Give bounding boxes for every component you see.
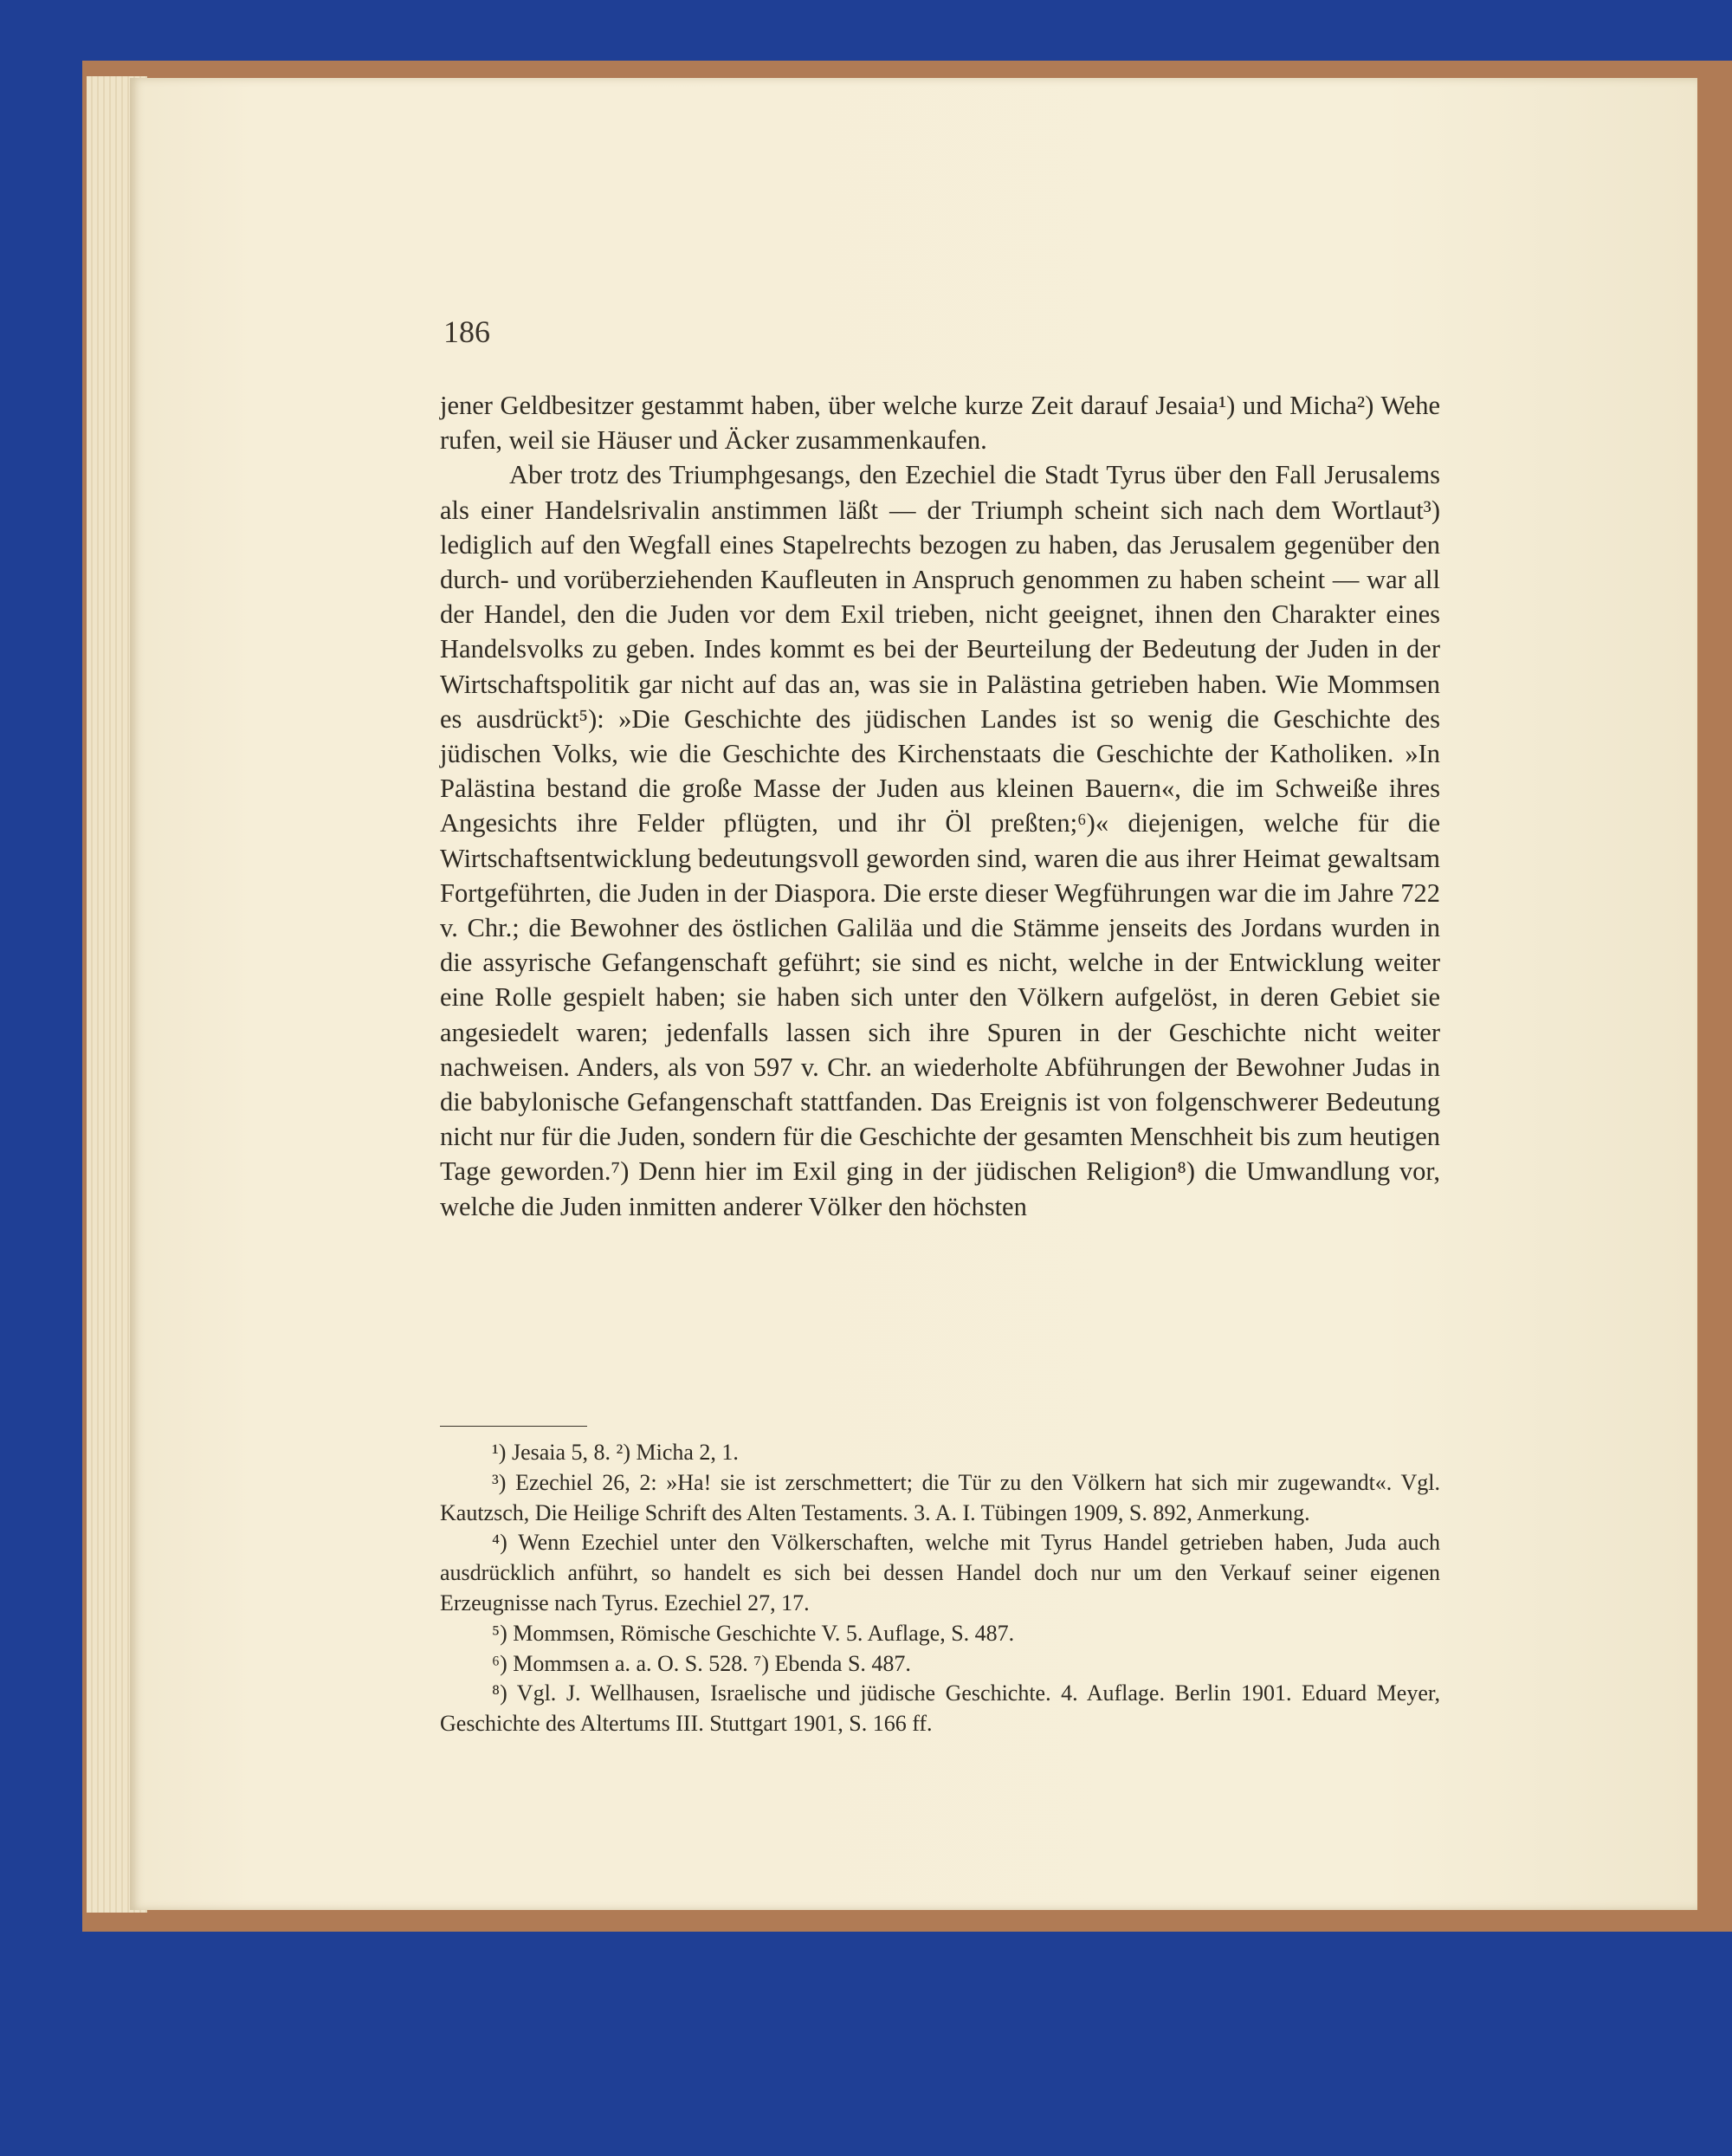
footnote: ³) Ezechiel 26, 2: »Ha! sie ist zerschmettert; die Tür zu den Völkern hat sich mir zugewandt«. Vgl. Kautzsch, Die Heilige Schrift des Alten Testaments. 3. A. I. Tübingen 1909, S. 892, Anmerkung. <box>440 1469 1440 1525</box>
footnotes <box>440 1438 1440 1739</box>
footnote: ⁸) Vgl. J. Wellhausen, Israelische und jüdische Geschichte. 4. Auflage. Berlin 1901. Eduard Meyer, Geschichte des Altertums III. Stuttgart 1901, S. 166 ff. <box>440 1680 1440 1737</box>
footnote: ⁶) Mommsen a. a. O. S. 528. ⁷) Ebenda S. 487. <box>492 1650 911 1676</box>
page-number: 186 <box>443 314 490 349</box>
paragraph: Aber trotz des Triumphgesangs, den Ezechiel die Stadt Tyrus über den Fall Jerusalems als einer Handelsrivalin anstimmen läßt — der Triumph scheint sich nach dem Wortlaut³) lediglich auf den Wegfall eines Stapelrechts bezogen zu haben, das Jerusalem gegenüber den durch- und vorüberziehenden Kaufleuten in Anspruch genommen zu haben scheint — war all der Handel, den die Juden vor dem Exil trieben, nicht geeignet, ihnen den Charakter eines Handelsvolks zu geben. Indes kommt es bei der Beurteilung der Bedeutung der Juden in der Wirtschaftspolitik gar nicht auf das an, was sie in Palästina getrieben haben. Wie Mommsen es ausdrückt⁵): »Die Geschichte des jüdischen Landes ist so wenig die Geschichte des jüdischen Volks, wie die Geschichte des Kirchenstaats die Geschichte der Katholiken. »In Palästina bestand die große Masse der Juden aus kleinen Bauern«, die im Schweiße ihres Angesichts ihre Felder pflügten, und ihr Öl preßten;⁶)« diejenigen, welche für die Wirtschaftsentwicklung bedeutungsvoll geworden sind, waren die aus ihrer Heimat gewaltsam Fortgeführten, die Juden in der Diaspora. Die erste dieser Wegführungen war die im Jahre 722 v. Chr.; die Bewohner des östlichen Galiläa und die Stämme jenseits des Jordans wurden in die assyrische Gefangenschaft geführt; sie sind es nicht, welche in der Entwicklung weiter eine Rolle gespielt haben; sie haben sich unter den Völkern aufgelöst, in deren Gebiet sie angesiedelt waren; jedenfalls lassen sich ihre Spuren in der Geschichte nicht weiter nachweisen. Anders, als von 597 v. Chr. an wiederholte Abführungen der Bewohner Judas in die babylonische Gefangenschaft stattfanden. Das Ereignis ist von folgenschwerer Bedeutung nicht nur für die Juden, sondern für die Geschichte der gesamten Menschheit bis zum heutigen Tage geworden.⁷) Denn hier im Exil ging in der jüdischen Religion⁸) die Umwandlung vor, welche die Juden inmitten anderer Völker den höchsten <box>440 460 1440 1221</box>
paragraph: jener Geldbesitzer gestammt haben, über welche kurze Zeit darauf Jesaia¹) und Micha²) Wehe rufen, weil sie Häuser und Äcker zusammenkaufen. <box>440 391 1440 456</box>
footnote: ⁴) Wenn Ezechiel unter den Völkerschaften, welche mit Tyrus Handel getrieben haben, Juda auch ausdrücklich anführt, so handelt es sich bei dessen Handel doch nur um den Verkauf seiner eigenen Erzeugnisse nach Tyrus. Ezechiel 27, 17. <box>440 1530 1440 1615</box>
footnote: ⁵) Mommsen, Römische Geschichte V. 5. Auflage, S. 487. <box>492 1620 1015 1646</box>
body-text <box>440 388 1440 1224</box>
footnote-divider <box>440 1426 587 1427</box>
footnote: ¹) Jesaia 5, 8. ²) Micha 2, 1. <box>492 1440 739 1465</box>
